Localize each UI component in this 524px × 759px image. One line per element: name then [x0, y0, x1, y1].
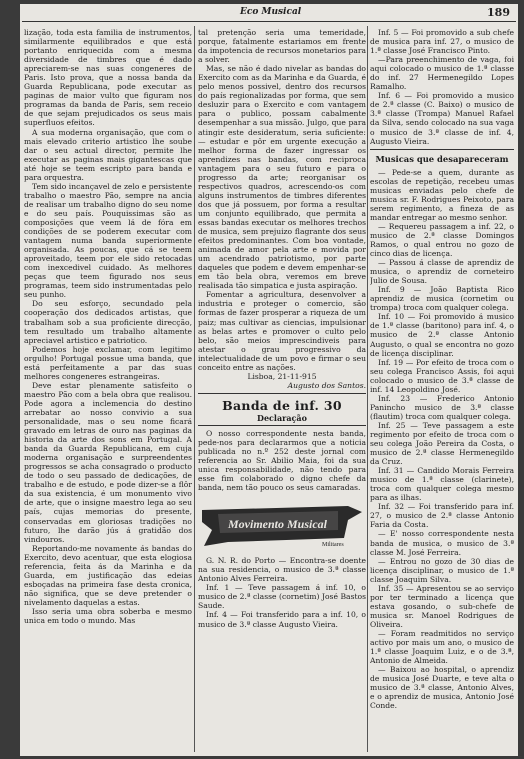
paragraph: Inf. 1 — Teve passagem á inf. 10, o musico de 2.ª classe (cornetim) José Bastos Saude.	[198, 583, 366, 611]
paragraph: Podemos hoje exclamar, com legitimo orgulho! Portugal possue uma banda, que está perfeitamente a par das suas melhores congeneres estrangeiras.	[24, 344, 192, 381]
section-heading: Musicas que desapareceram	[375, 153, 509, 164]
paragraph: A sua moderna organisação, que com o mais elevado criterio artistico lhe soube dar o seu actual director, permite lhe executar as paginas mais gigantescas que até hoje se teem escripto para banda e para orquestra.	[24, 127, 192, 182]
paragraph: Inf. 4 — Foi transferido para a inf. 10, o musico de 3.ª classe Augusto Vieira.	[198, 610, 366, 629]
paragraph: — Pede-se a quem, durante as escolas de repetição, recebeu umas musicas enviadas pelo chefe de musica sr. F. Rodrigues Peixoto, para serem regimento, a fineza de as mandar entregar ao mesmo senhor.	[370, 167, 514, 222]
paragraph: Inf. 10 — Foi promovido á musico de 1.ª classe (baritono) para inf. 4, o musico de 2.ª classe Antonio Augusto, o qual se encontra no gozo de licença disciplinar.	[370, 312, 514, 358]
article-signature: Augusto dos Santos.	[287, 380, 366, 390]
column-divider	[367, 26, 368, 752]
paragraph: Isso seria uma obra soberba e mesmo unica em todo o mundo. Mas	[24, 607, 192, 626]
paragraph: Inf. 9 — João Baptista Rico aprendiz de musica (cornetim ou trompa) troca com qualquer colega.	[370, 285, 514, 313]
paragraph: O nosso correspondente nesta banda, pede-nos para declararmos que a noticia publicada no n.º 252 deste jornal com referencia ao Sr. Abilio Maia, foi da sua unica responsabilidade, não tendo para esse fim colaborado o digno chefe da banda, nem tão pouco os seus camaradas.	[198, 428, 366, 493]
paragraph: — Passou á classe de aprendiz de musica, o aprendiz de corneteiro Julio de Sousa.	[370, 258, 514, 286]
paragraph: Inf. 32 — Foi transferido para inf. 27, o musico de 2.ª classe Antonio Faria da Costa.	[370, 502, 514, 530]
movimento-banner	[198, 500, 366, 550]
article-date: Lisboa, 21-11-915	[247, 371, 317, 381]
paragraph: — Foram readmitidos no serviço activo por mais um ano, o musico de 1.ª classe Joaquim Luiz, e o de 3.ª, Antonio de Almeida.	[370, 629, 514, 666]
banner-subtext: Militares	[322, 542, 344, 549]
paragraph: Inf. 6 — Foi promovido a musico de 2.ª classe (C. Baixo) o musico de 3.ª classe (Trompa) Manuel Rafael da Silva, sendo colocado na sua vaga o musico de 3.ª classe de inf. 4, Augusto Vieira.	[370, 91, 514, 146]
banner-ornament-icon	[198, 500, 366, 550]
paragraph: Do seu esforço, secundado pela cooperação dos dedicados artistas, que trabalham sob a sua proficiente direcção, tem resultado um trabalho altamente apreciavel artistico e patriotico.	[24, 299, 192, 345]
paragraph: Reportando-me novamente ás bandas do Exercito, devo acentuar, que esta elogiosa referencia, feita ás da Marinha e da Guarda, em justificação das edeias esboçadas na primeira fase desta cronica, não significa, que se deve pretender o nivelamento daquelas a estas.	[24, 543, 192, 607]
paragraph: Deve estar plenamente satisfeito o maestro Pão com a bela obra que realisou. Pode agora a inclemencia do destino arrebatar ao nosso convivio a sua personalidade, mas o seu nome ficará gravado em letras de ouro nas paginas da historia da arte dos sons em Portugal. A banda da Guarda Republicana, em cuja moderna organisação e surpreendentes progressos se acha consagrado o producto de todo o seu passado de dedicações, de trabalho e de estudo, e pode dizer-se a flôr da sua existencia, é um monumento vivo de arte, que o insigne maestro lega ao seu país, cujas memorias do presente, conservadas em gloriosas tradições no futuro, lhe darão jús á gratidão dos vindouros.	[24, 380, 192, 544]
paragraph: Fomentar a agricultura, desenvolver a industria e proteger o comercio, são formas de fazer prosperar a riqueza de um paiz; mas cultivar as ciencias, impulsionar as belas artes e promover o culto pelo belo, são meios imprescindiveis para atestar o grau progressivo da intelectualidade de um povo e firmar o seu conceito entre as nações.	[198, 290, 366, 372]
paragraph: — Entrou no gozo de 30 dias de licença disciplinar, o musico de 1.ª classe Joaquim Silva.	[370, 556, 514, 584]
paragraph: Tem sido incançavel de zelo e persistente trabalho o maestro Pão, sempre na ancia de realisar um trabalho digno do seu nome e do seu país. Pouquissimas são as composições que veem lá de fóra em condições de se poderem executar com vantagem numa banda superiormente organisada. As poucas, que cá se teem aproveitado, teem por ele sido retocadas com inexcedivel cuidado. As melhores peças que teem figurado nos seus programas, teem sido instrumentadas pelo seu punho.	[24, 181, 192, 300]
header-rule	[22, 21, 516, 22]
paragraph: tal pretenção seria uma temeridade, porque, fatalmente estariamos em frente da impotencia de recursos monetarios para a solver.	[198, 28, 366, 65]
section-title: Banda de inf. 30	[222, 397, 342, 413]
section-rule	[198, 393, 366, 394]
column-2	[198, 28, 366, 754]
paragraph: — Baixou ao hospital, o aprendiz de musica José Duarte, e teve alta o musico de 3.ª classe, Antonio Alves, e o aprendiz de musica, Antonio José Conde.	[370, 665, 514, 711]
paragraph: Inf. 23 — Frederico Antonio Panincho musico de 3.ª classe (flautim) troca com qualquer colega.	[370, 393, 514, 421]
paragraph: Inf. 5 — Foi promovido a sub chefe de musica para inf. 27, o musico de 1.ª classe José Francisco Pinto.	[370, 28, 514, 56]
paragraph: —Para preenchimento de vaga, foi aqui colocado o musico de 1.ª classe do inf. 27 Hermenegildo Lopes Ramalho.	[370, 55, 514, 92]
column-divider	[194, 26, 195, 752]
section-rule	[370, 149, 514, 150]
paragraph: lização, toda esta familia de instrumentos, similarmente equilibrados e que está portanto enriquecida com a mesma diversidade de timbres que é dado apreciarem-se nas suas congeneres de Paris. Isto prova, que a nossa banda da Guarda Republicana, pode executar as paginas de maior vulto que figuram nos programas da banda de Paris, sem receio de que sejam prejudicados os seus mais superfluos efeitos.	[24, 28, 192, 128]
page-header	[20, 4, 518, 24]
section-subtitle: Declaração	[198, 413, 366, 426]
paragraph: — Requereu passagem a inf. 22, o musico de 2.ª classe Domingos Ramos, o qual entrou no gozo de cinco dias de licença.	[370, 221, 514, 259]
column-3	[370, 28, 514, 754]
masthead: Eco Musical	[240, 7, 302, 17]
column-1	[24, 28, 192, 754]
paragraph: Inf. 31 — Candido Morais Ferreira musico de 1.ª classe (clarinete), troca com qualquer colega mesmo para as ilhas.	[370, 466, 514, 503]
paragraph: Inf. 25 — Teve passagem a este regimento por efeito de troca com o seu colega João Pereira da Costa, o musico de 2.ª classe Hermenegildo da Cruz.	[370, 420, 514, 467]
paragraph: G. N. R. do Porto — Encontra-se doente na sua residencia, o musico de 3.ª classe Antonio Alves Ferreira.	[198, 556, 366, 584]
newspaper-page	[20, 4, 518, 756]
paragraph: Inf. 19 — Por efeito de troca com o seu colega Francisco Assis, foi aqui colocado o musico de 3.ª classe de inf. 14 Leopoldino José.	[370, 357, 514, 394]
paragraph: — E' nosso correspondente nesta banda de musica, o musico de 3.ª classe M. José Ferreira.	[370, 529, 514, 557]
paragraph: Mas, se não é dado nivelar as bandas do Exercito com as da Marinha e da Guarda, é pelo menos possivel, dentro dos recursos do país regionalizadas por forma, que sem desluzir para o Exercito e com vantagem para o publico, possam cabalmente desempenhar a sua missão. Julgo, que para atingir este desideratum, seria suficiente: — estudar e pôr em urgente execução a melhor forma de fazer ingressar os aprendizes nas bandas, com reciproca vantagem para o seu futuro e para o progresso da arte; reorganisar os respectivos quadros, acrescendo-os com alguns instrumentos de timbres diferentes dos que já possuem, por forma a resultar um conjunto equilibrado, que permita a essas bandas executar os melhores trechos de musica, sem prejuizo flagrante dos seus efeitos predominantes. Com boa vontade, animada de amor pela arte e movida por um acendrado patriotismo, por parte daqueles que podem e devem empenhar-se em tão bela obra, veremos em breve realisada tão simpatica e justa aspiração.	[198, 64, 366, 291]
banner-text: Movimento Musical	[228, 517, 328, 532]
paragraph: Inf. 35 — Apresentou se ao serviço por ter terminado a licença que estava gosando, o sub-chefe de musica sr. Manoel Rodrigues de Oliveira.	[370, 583, 514, 629]
page-number: 189	[487, 6, 510, 19]
